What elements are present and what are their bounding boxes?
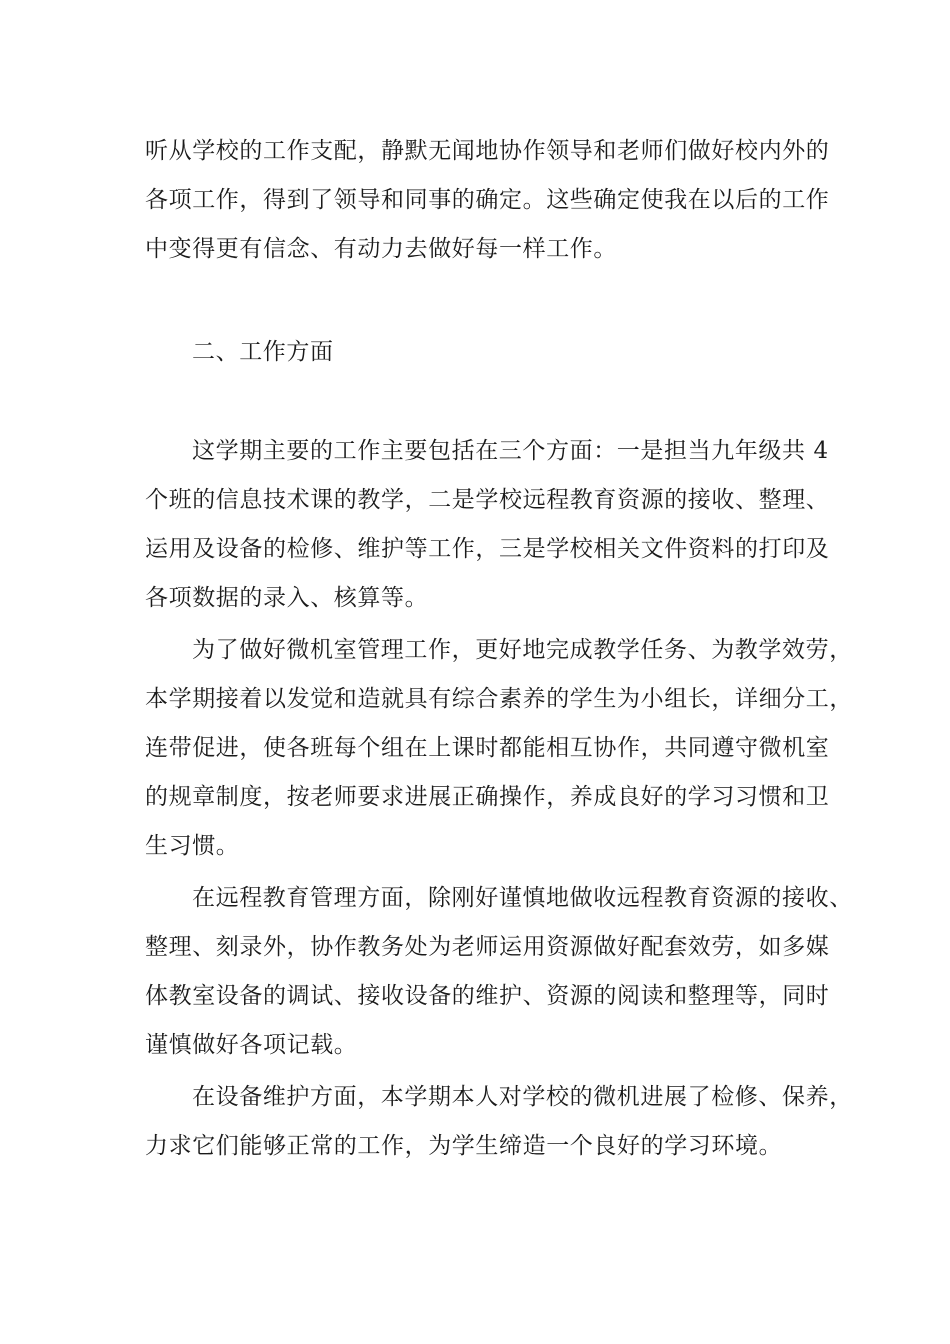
paragraph-line: 各项工作，得到了领导和同事的确定。这些确定使我在以后的工作	[145, 187, 830, 213]
paragraph-line: 在远程教育管理方面，除刚好谨慎地做收远程教育资源的接收、	[192, 885, 853, 911]
paragraph-line: 这学期主要的工作主要包括在三个方面：一是担当九年级共 4	[192, 438, 829, 464]
section-heading: 二、工作方面	[192, 339, 334, 365]
paragraph-line: 个班的信息技术课的教学，二是学校远程教育资源的接收、整理、	[145, 487, 830, 513]
paragraph-line: 的规章制度，按老师要求进展正确操作，养成良好的学习习惯和卫	[145, 784, 830, 810]
paragraph-line: 在设备维护方面，本学期本人对学校的微机进展了检修、保养，	[192, 1084, 853, 1110]
paragraph-line: 体教室设备的调试、接收设备的维护、资源的阅读和整理等，同时	[145, 983, 830, 1009]
paragraph-line: 整理、刻录外，协作教务处为老师运用资源做好配套效劳，如多媒	[145, 934, 830, 960]
paragraph-line: 各项数据的录入、核算等。	[145, 585, 429, 611]
paragraph-line: 连带促进，使各班每个组在上课时都能相互协作，共同遵守微机室	[145, 735, 830, 761]
paragraph-line: 听从学校的工作支配，静默无闻地协作领导和老师们做好校内外的	[145, 138, 830, 164]
paragraph-line: 为了做好微机室管理工作，更好地完成教学任务、为教学效劳，	[192, 637, 853, 663]
paragraph-line: 运用及设备的检修、维护等工作，三是学校相关文件资料的打印及	[145, 536, 830, 562]
paragraph-line: 力求它们能够正常的工作，为学生缔造一个良好的学习环境。	[145, 1133, 783, 1159]
paragraph-line: 本学期接着以发觉和造就具有综合素养的学生为小组长，详细分工，	[145, 686, 853, 712]
paragraph-line: 谨慎做好各项记载。	[145, 1032, 358, 1058]
paragraph-line: 生习惯。	[145, 833, 240, 859]
paragraph-line: 中变得更有信念、有动力去做好每一样工作。	[145, 236, 617, 262]
